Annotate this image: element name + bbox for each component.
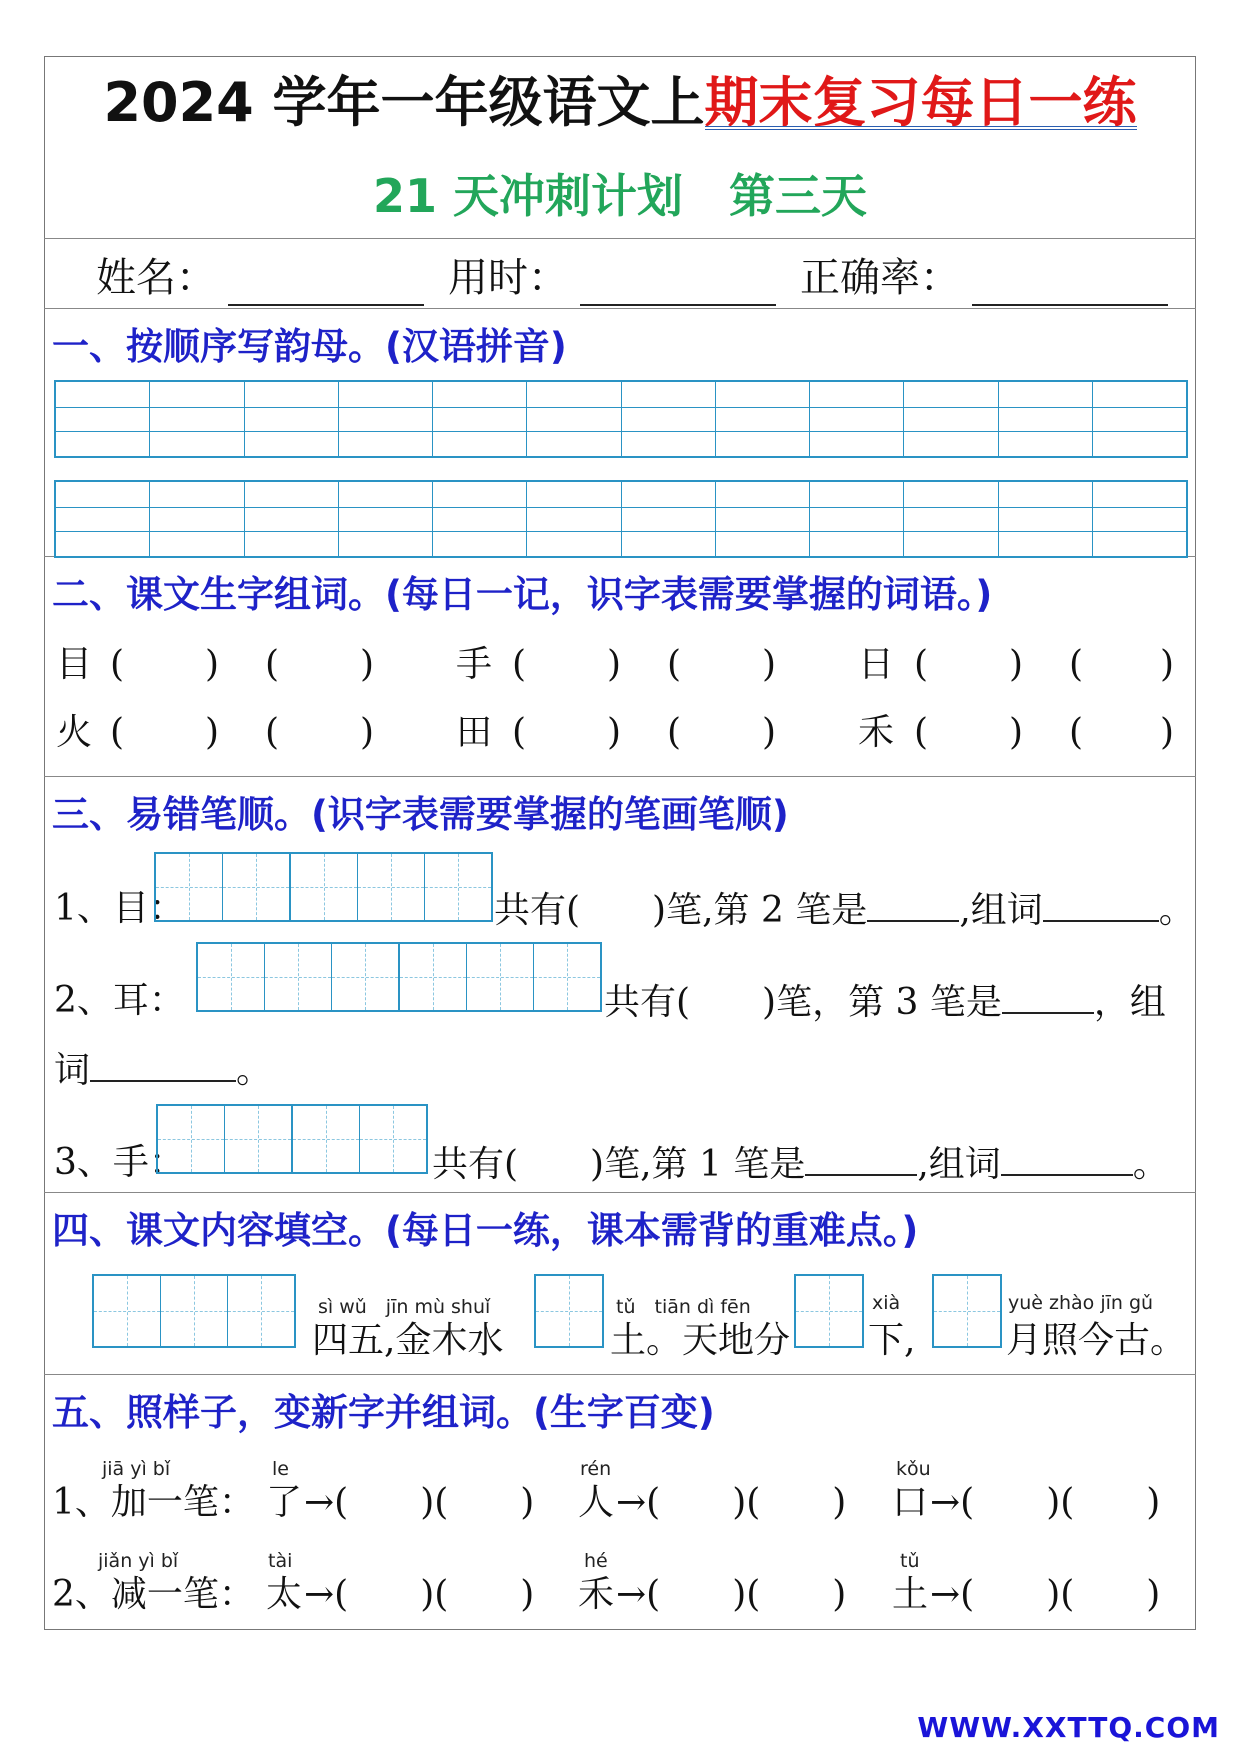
paren-close: ) [1009, 712, 1024, 753]
section-1-heading: 一、按顺序写韵母。(汉语拼音) [52, 325, 567, 368]
pinyin-line: sì wǔ jīn mù shuǐ [318, 1296, 491, 1318]
answer-blank[interactable] [1043, 884, 1159, 922]
pinyin-line: yuè zhào jīn gǔ [1008, 1292, 1154, 1314]
pinyin: tǔ [900, 1550, 920, 1572]
stroke-q2-text [604, 976, 1166, 1028]
poem-text: 下, [868, 1320, 916, 1361]
arrow-blanks[interactable]: →( )( ) [304, 1482, 535, 1523]
stroke-q3-text [432, 1138, 1169, 1190]
section-2-heading: 二、课文生字组词。(每日一记，识字表需要掌握的词语。) [52, 573, 993, 616]
paren-open: ( [110, 644, 125, 685]
pinyin-line: jiā yì bǐ [102, 1458, 171, 1480]
stroke-count-text: 共有( )笔，第 3 笔是 [604, 982, 1002, 1023]
stroke-order-grid[interactable] [156, 1104, 428, 1174]
section-4-heading: 四、课文内容填空。(每日一练，课本需背的重难点。) [52, 1209, 919, 1252]
period: 。 [1132, 1144, 1169, 1185]
stroke-q2-line2 [54, 1044, 272, 1096]
stroke-order-grid[interactable] [196, 942, 602, 1012]
pinyin: tài [268, 1550, 293, 1572]
base-char: 了 [266, 1482, 303, 1523]
fill-in-grid[interactable] [92, 1274, 296, 1348]
paren-close: ) [1160, 644, 1175, 685]
stroke-q3-label: 3、手： [54, 1142, 185, 1183]
paren-open: ( [265, 644, 280, 685]
stroke-count-text: 共有( )笔,第 2 笔是 [494, 890, 868, 931]
time-field[interactable] [580, 264, 776, 306]
paren-open: ( [512, 712, 527, 753]
name-field[interactable] [228, 264, 424, 306]
stroke-q1-text [494, 884, 1195, 936]
word-prompt: ,组词 [959, 890, 1043, 931]
divider [44, 1374, 1196, 1375]
answer-blank[interactable] [90, 1044, 236, 1082]
word-char: 目 [56, 644, 93, 685]
page-title [0, 68, 1240, 138]
base-char: 土 [892, 1574, 929, 1615]
answer-blank[interactable] [867, 884, 959, 922]
add-stroke-label: 1、加一笔： [52, 1482, 255, 1523]
stroke-count-text: 共有( )笔,第 1 笔是 [432, 1144, 806, 1185]
answer-blank[interactable] [805, 1138, 917, 1176]
page-subtitle: 21 天冲刺计划 第三天 [372, 169, 868, 223]
arrow-blanks[interactable]: →( )( ) [616, 1574, 847, 1615]
paren-open: ( [110, 712, 125, 753]
title-red: 期末复习每日一练 [704, 71, 1137, 134]
word-char: 日 [858, 644, 895, 685]
pinyin: le [272, 1458, 289, 1480]
paren-open: ( [914, 712, 929, 753]
period: 。 [236, 1050, 273, 1091]
base-char: 太 [266, 1574, 303, 1615]
word-char: 田 [456, 712, 493, 753]
arrow-blanks[interactable]: →( )( ) [930, 1482, 1161, 1523]
paren-open: ( [667, 712, 682, 753]
arrow-blanks[interactable]: →( )( ) [304, 1574, 535, 1615]
accuracy-label: 正确率： [800, 255, 960, 301]
paren-open: ( [1069, 644, 1084, 685]
word-prompt: ，组 [1093, 982, 1166, 1023]
pinyin-line: tǔ tiān dì fēn [616, 1296, 751, 1318]
paren-close: ) [1009, 644, 1024, 685]
section-5-heading: 五、照样子，变新字并组词。(生字百变) [52, 1391, 715, 1434]
divider [44, 776, 1196, 777]
divider [44, 308, 1196, 309]
paren-close: ) [1160, 712, 1175, 753]
watermark: WWW.XXTTQ.COM [917, 1711, 1220, 1744]
pinyin: kǒu [896, 1458, 931, 1480]
poem-text: 月照今古。 [1006, 1320, 1187, 1361]
paren-close: ) [205, 644, 220, 685]
divider [44, 1192, 1196, 1193]
word-prompt: ,组词 [917, 1144, 1001, 1185]
poem-text: 四五,金木水 [312, 1320, 504, 1361]
word-char: 手 [456, 644, 493, 685]
answer-blank[interactable] [1001, 1138, 1133, 1176]
pinyin: rén [580, 1458, 612, 1480]
stroke-q2-label: 2、耳： [54, 980, 185, 1021]
divider [44, 238, 1196, 239]
paren-open: ( [914, 644, 929, 685]
paren-close: ) [607, 712, 622, 753]
pinyin-writing-grid[interactable] [54, 480, 1188, 558]
remove-stroke-label: 2、减一笔： [52, 1574, 255, 1615]
base-char: 禾 [578, 1574, 615, 1615]
pinyin: hé [584, 1550, 608, 1572]
time-label: 用时： [448, 255, 568, 301]
paren-close: ) [607, 644, 622, 685]
pinyin-writing-grid[interactable] [54, 380, 1188, 458]
title-black: 2024 学年一年级语文上 [103, 71, 705, 134]
paren-close: ) [205, 712, 220, 753]
arrow-blanks[interactable]: →( )( ) [930, 1574, 1161, 1615]
stroke-q1-label: 1、目： [54, 888, 185, 929]
paren-open: ( [1069, 712, 1084, 753]
word-char: 禾 [858, 712, 895, 753]
paren-open: ( [667, 644, 682, 685]
pinyin-line: xià [872, 1292, 901, 1314]
section-3-heading: 三、易错笔顺。(识字表需要掌握的笔画笔顺) [52, 793, 789, 836]
paren-close: ) [762, 712, 777, 753]
answer-blank[interactable] [1002, 976, 1094, 1014]
fill-in-grid[interactable] [932, 1274, 1002, 1348]
paren-close: ) [360, 712, 375, 753]
period: 。 [1158, 890, 1195, 931]
stroke-order-grid[interactable] [154, 852, 493, 922]
word-prompt: 词 [54, 1050, 91, 1091]
accuracy-field[interactable] [972, 264, 1168, 306]
base-char: 人 [578, 1482, 615, 1523]
arrow-blanks[interactable]: →( )( ) [616, 1482, 847, 1523]
paren-open: ( [512, 644, 527, 685]
paren-close: ) [360, 644, 375, 685]
paren-close: ) [762, 644, 777, 685]
pinyin-line: jiǎn yì bǐ [98, 1550, 179, 1572]
fill-in-grid[interactable] [534, 1274, 604, 1348]
name-label: 姓名： [96, 255, 216, 301]
poem-text: 土。天地分 [610, 1320, 791, 1361]
word-char: 火 [56, 712, 93, 753]
fill-in-grid[interactable] [794, 1274, 864, 1348]
info-row [96, 250, 1168, 306]
base-char: 口 [892, 1482, 929, 1523]
paren-open: ( [265, 712, 280, 753]
